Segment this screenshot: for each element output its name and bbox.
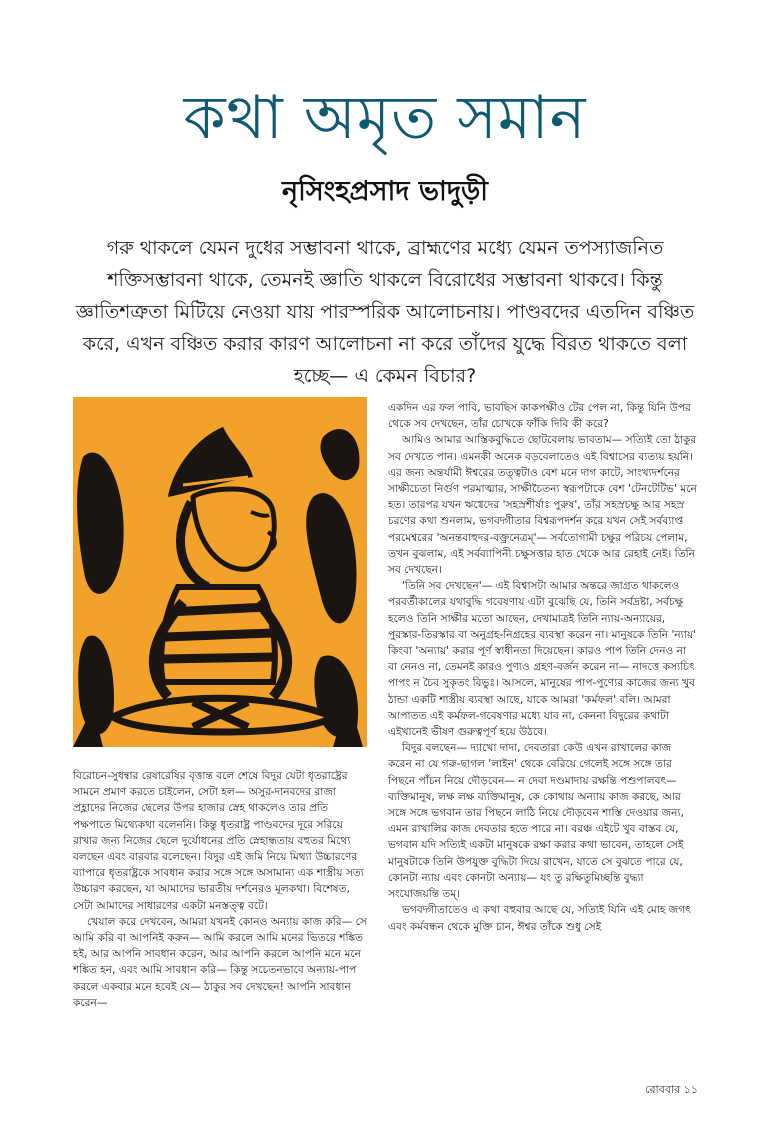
paragraph: 'তিনি সব দেখছেন'— এই বিশ্বাসটা আমার অন্তরে জাগ্রত থাকলেও পরবর্তীকালের যথাবুদ্ধি গবেষণায় এটা বুঝেছি যে, তিনি সর্বদ্রষ্টা, সর্বচক্ষু হলেও তিনি সাক্ষীর মতো আছেন, দেখামাত্রই তিনি ন্যায়-অন্যায়ের, পুরস্কার-তিরস্কার বা অনুগ্রহ-নিগ্রহের ব্যবস্থা করেন না। মানুষকে তিনি 'ন্যায়' কিংবা 'অন্যায়' করার পূর্ণ স্বাধীনতা দিয়েছেন। কারও পাপ তিনি দেনও না বা নেনও না, তেমনই কারও পুণ্যও গ্রহণ-বর্জন করেন না— নাদত্তে কস্যচিৎ পাপং ন চৈব সুকৃতং বিভুঃ। আসলে, মানুষের পাপ-পুণ্যের কাজের জন্য খুব ঠান্ডা একটি শাস্ত্রীয় ব্যবস্থা আছে, যাকে আমরা 'কর্মফল' বলি। আমরা আপাতত এই কর্মফল-গবেষণার মধ্যে যাব না, কেননা বিদুরের কথাটা এইখানেই ভীষণ গুরুত্বপূর্ণ হয়ে উঠবে। bbox=[388, 580, 696, 739]
author-byline: নৃসিংহপ্রসাদ ভাদুড়ী bbox=[281, 176, 489, 207]
paragraph: একদিন এর ফল পাবি, ভাবছিস কাকপক্ষীও টের পেল না, কিন্তু যিনি উপর থেকে সব দেখছেন, তাঁর চোখকে ফাঁকি দিবি কী করে? bbox=[388, 402, 691, 431]
article-title: কথা অমৃত সমান bbox=[183, 83, 587, 153]
left-column-text bbox=[73, 768, 367, 1011]
paragraph: বিরোচন-সুধন্বার রেষারেষির বৃত্তান্ত বলে শেষে বিদুর যেটা ধৃতরাষ্ট্রের সামনে প্রমাণ করতে চাইলেন, সেটা হল— অসুর-দানবদের রাজা প্রহ্লাদের নিজের ছেলের উপর হাজার স্নেহ থাকলেও তার প্রতি পক্ষপাতে মিথ্যেকথা বলেননি। কিন্তু ধৃতরাষ্ট্র পাণ্ডবদের দূরে সরিয়ে রাখার জন্য নিজের ছেলে দুর্যোধনের প্রতি স্নেহান্ধতায় বহুতর মিথ্যে বলছেন এবং বারবার বলেছেন। বিদুর এই জমি নিয়ে মিথ্যা উচ্চারণের ব্যাপারে ধৃতরাষ্ট্রকে সাবধান করার সঙ্গে সঙ্গে অসামান্য এক শাস্ত্রীয় সত্য উচ্চারণ করছেন, যা আমাদের ভারতীয় দর্শনেরও মূলকথা। বিশেষত, সেটা আমাদের সাধারণের একটা মনস্তত্ত্ব বটে। bbox=[73, 770, 364, 912]
illustration-figure bbox=[73, 397, 367, 747]
article-intro: গরু থাকলে যেমন দুধের সম্ভাবনা থাকে, ব্রাহ্মণের মধ্যে যেমন তপস্যাজনিত শক্তিসম্ভাবনা থাকে, তেমনই জ্ঞাতি থাকলে বিরোধের সম্ভাবনা থাকবে। কিন্তু জ্ঞাতিশত্রুতা মিটিয়ে নেওয়া যায় পারস্পরিক আলোচনায়। পাণ্ডবদের এতদিন বঞ্চিত করে, এখন বঞ্চিত করার কারণ আলোচনা না করে তাঁদের যুদ্ধে বিরত থাকতে বলা হচ্ছে— এ কেমন বিচার? bbox=[75, 237, 695, 387]
page-footer: রোববার ১১ bbox=[645, 1083, 698, 1096]
paragraph: খেয়াল করে দেখবেন, আমরা যখনই কোনও অন্যায় কাজ করি— সে আমি করি বা আপনিই করুন— আমি করলে আমি মনের ভিতরে শঙ্কিত হই, আর আপনি সাবধান করেন, আর আপনি করলে আপনি মনে মনে শঙ্কিত হন, এবং আমি সাবধান করি— কিন্তু সচেতনভাবে অন্যায়-পাপ করলে একবার মনে হবেই যে— ঠাকুর সব দেখছেন! আপনি সাবধান করেন— bbox=[73, 915, 367, 1009]
right-column-text bbox=[388, 400, 697, 935]
paragraph: ভগবদ্গীতাতেও এ কথা বহুবার আছে যে, সত্যিই যিনি এই মোহ জগৎ এবং কর্মবন্ধন থেকে মুক্তি চান, ঈশ্বর তাঁকে শুধু সেই bbox=[388, 904, 691, 933]
paragraph: আমিও আমার আস্তিকবুদ্ধিতে ছোটবেলায় ভাবতাম— সত্যিই তো ঠাকুর সব দেখতে পান। এমনকী অনেক বড়বেলাতেও এই বিশ্বাসের ব্যত্যয় হয়নি। এর জন্য অন্তর্যামী ঈশ্বরের তত্ত্বটাও বেশ মনে দাগ কাটে, সাংখ্যদর্শনের সাক্ষীচেতা নির্গুণ পরমাত্মার, সাক্ষীচৈতন্য স্বরূপটাকে বেশ 'টেনটেটিভ' মনে হত। তারপর যখন ঋগ্বেদের 'সহস্রশীর্ষাঃ পুরুষ', তাঁর সহস্রচক্ষু আর সহস্র চরণের কথা শুনলাম, ভগবদ্গীতার বিশ্বরূপদর্শন করে যখন সেই সর্বব্যাপ্ত পরমেশ্বরের 'অনন্তবাহুদর-বক্ত্রনেত্রম্'— সর্বতোগামী চক্ষুর পরিচয় পেলাম, তখন বুঝলাম, এই সর্বব্যাপিনী চক্ষুসত্তার হাত থেকে আর রেহাই নেই। তিনি সব দেখছেন। bbox=[388, 434, 697, 577]
paragraph: বিদুর বলছেন— দ্যাখো দাদা, দেবতারা কেউ এখন রাখালের কাজ করেন না যে গরু-ছাগল 'লাইন' থেকে বেরিয়ে গেলেই সঙ্গে সঙ্গে তার পিছনে পাঁচন নিয়ে দৌড়বেন— ন দেবা দণ্ডমাদায় রক্ষন্তি পশুপালবৎ— ব্যক্তিমানুষ, লক্ষ লক্ষ ব্যক্তিমানুষ, কে কোথায় অন্যায় কাজ করছে, আর সঙ্গে সঙ্গে ভগবান তার পিছনে লাঠি নিয়ে দৌড়বেন শাস্তি দেওয়ার জন্য, এমন রাখালির কাজ দেবতার হতে পারে না। বরঞ্চ এইটে খুব বাস্তব যে, ভগবান যদি সত্যিই একটা মানুষকে রক্ষা করার কথা ভাবেন, তাহলে সেই মানুষটাকে তিনি উপযুক্ত বুদ্ধিটা দিয়ে রাখেন, যাতে সে বুঝতে পারে যে, কোনটা ন্যায় এবং কোনটা অন্যায়— যং তু রক্ষিতুমিচ্ছন্তি বুদ্ধ্যা সংযোজয়ন্তি তম্। bbox=[388, 742, 684, 901]
